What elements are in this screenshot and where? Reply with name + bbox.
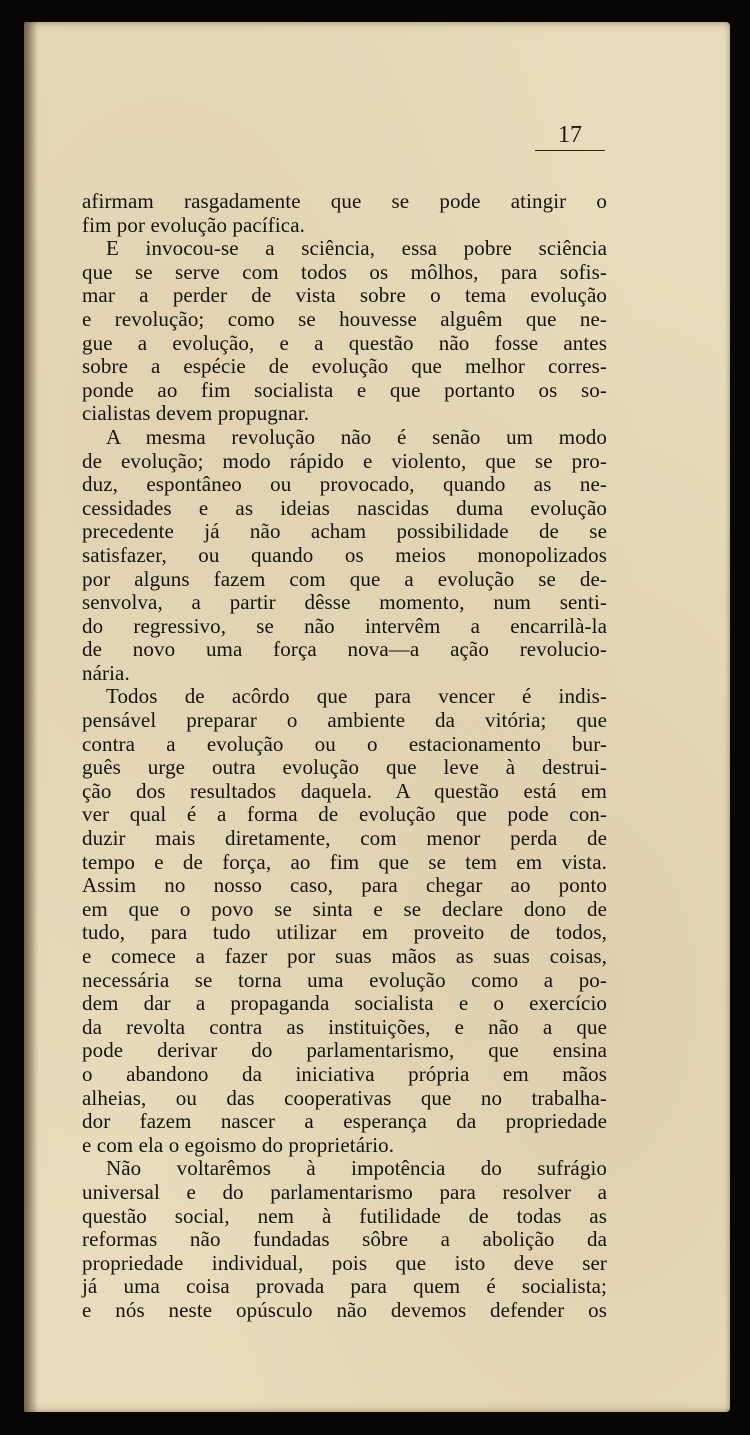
- text-line: fim por evolução pacífica.: [82, 212, 305, 237]
- text-line: propriedade individual, pois que isto deve ser: [82, 1250, 607, 1275]
- text-line: duzir mais diretamente, com menor perda de: [82, 826, 607, 851]
- text-line: precedente já não acham possibilidade de se: [82, 519, 607, 544]
- text-line: satisfazer, ou quando os meios monopolizados: [82, 542, 607, 567]
- text-line: e com ela o egoismo do proprietário.: [82, 1132, 395, 1157]
- text-line: universal e do parlamentarismo para resolver a: [82, 1179, 607, 1204]
- text-line: ponde ao fim socialista e que portanto os so-: [82, 377, 607, 402]
- text-line: e comece a fazer por suas mãos as suas coisas,: [82, 944, 607, 968]
- text-line: e nós neste opúsculo não devemos defender os: [82, 1297, 607, 1322]
- text-line: alheias, ou das cooperativas que no trabalha-: [82, 1085, 607, 1110]
- text-line: que se serve com todos os môlhos, para sofis-: [82, 259, 607, 284]
- text-line: Assim no nosso caso, para chegar ao ponto: [82, 873, 607, 898]
- text-line: sobre a espécie de evolução que melhor corres-: [82, 354, 607, 379]
- text-line: da revolta contra as instituições, e não a que: [82, 1014, 607, 1039]
- text-line: ção dos resultados daquela. A questão está em: [82, 778, 607, 803]
- text-line: duz, espontâneo ou provocado, quando as ne-: [82, 472, 607, 497]
- text-line: e revolução; como se houvesse alguêm que ne-: [82, 306, 607, 331]
- text-line: de evolução; modo rápido e violento, que se pro-: [82, 448, 607, 473]
- text-line: guês urge outra evolução que leve à destrui-: [82, 755, 607, 780]
- text-line: já uma coisa provada para quem é socialista;: [82, 1274, 607, 1299]
- text-line: cialistas devem propugnar.: [82, 401, 310, 426]
- text-line: dor fazem nascer a esperança da propriedade: [82, 1109, 607, 1134]
- text-line: pensável preparar o ambiente da vitória; que: [82, 708, 607, 733]
- text-line: tudo, para tudo utilizar em proveito de todos,: [82, 920, 607, 945]
- text-line: nária.: [82, 660, 130, 685]
- text-line: dem dar a propaganda socialista e o exercício: [82, 991, 607, 1016]
- text-line: o abandono da iniciativa própria em mãos: [82, 1061, 607, 1086]
- text-line: do regressivo, se não intervêm a encarrilà-la: [82, 613, 607, 638]
- text-line: em que o povo se sinta e se declare dono de: [82, 896, 607, 921]
- text-line: necessária se torna uma evolução como a po-: [82, 967, 607, 992]
- text-line: cessidades e as ideias nascidas duma evolução: [82, 495, 607, 520]
- text-line: E invocou-se a sciência, essa pobre sciência: [106, 236, 607, 261]
- text-line: Todos de acôrdo que para vencer é indis-: [106, 684, 607, 709]
- text-line: questão social, nem à futilidade de todas as: [82, 1203, 607, 1228]
- page-number: 17: [535, 120, 605, 151]
- text-line: afirmam rasgadamente que se pode atingir o: [82, 189, 607, 213]
- text-line: tempo e de força, ao fim que se tem em vista.: [82, 849, 607, 874]
- text-line: contra a evolução ou o estacionamento bur-: [82, 731, 607, 756]
- body-text: [82, 190, 607, 1323]
- text-line: Não voltarêmos à impotência do sufrágio: [106, 1156, 607, 1181]
- text-line: A mesma revolução não é senão um modo: [106, 424, 607, 449]
- text-line: reformas não fundadas sôbre a abolição da: [82, 1227, 607, 1252]
- text-line: gue a evolução, e a questão não fosse antes: [82, 330, 607, 355]
- page-gutter-shadow: [24, 22, 38, 1412]
- text-line: de novo uma força nova—a ação revolucio-: [82, 637, 607, 662]
- text-line: ver qual é a forma de evolução que pode con-: [82, 802, 607, 827]
- text-line: pode derivar do parlamentarismo, que ensina: [82, 1038, 607, 1063]
- text-line: mar a perder de vista sobre o tema evolução: [82, 283, 607, 308]
- text-line: por alguns fazem com que a evolução se de-: [82, 566, 607, 591]
- text-line: senvolva, a partir dêsse momento, num senti-: [82, 590, 607, 615]
